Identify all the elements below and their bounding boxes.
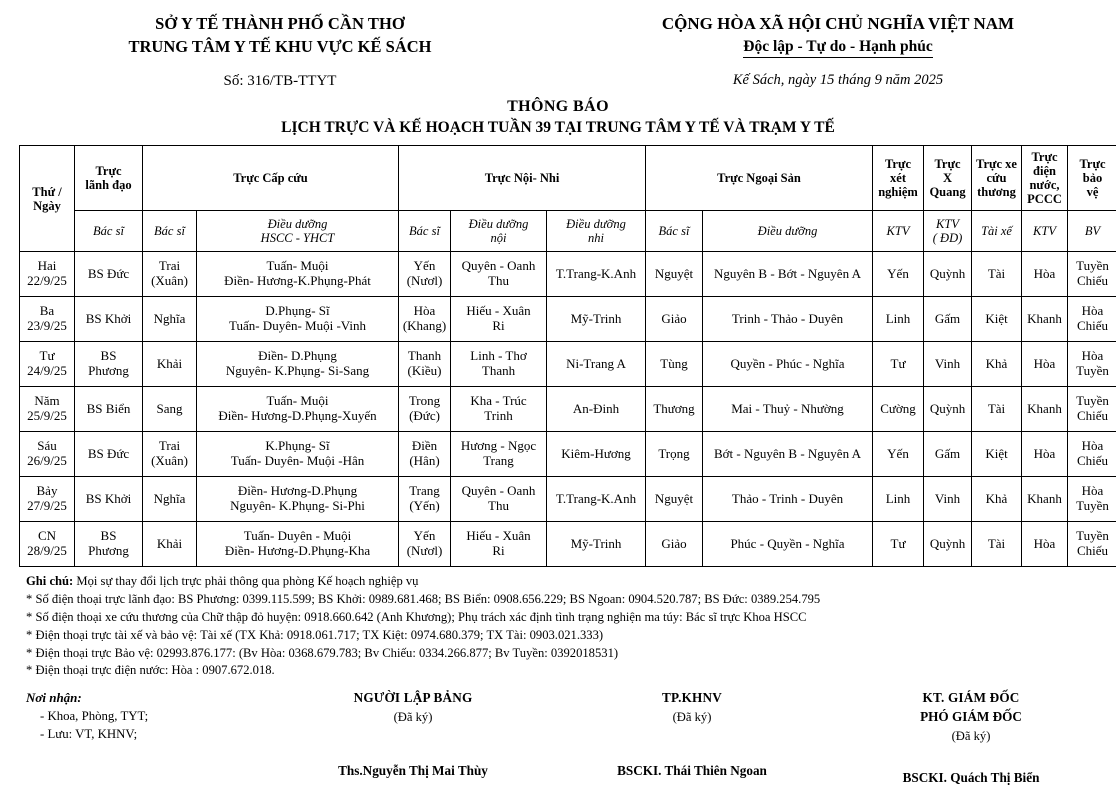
cell-internal-doctor: Thanh (Kiều) (399, 342, 451, 387)
th-leader-group: Trực lãnh đạo (75, 146, 143, 211)
document-subject-title: LỊCH TRỰC VÀ KẾ HOẠCH TUẦN 39 TẠI TRUNG TÂM Y TẾ VÀ TRẠM Y TẾ (0, 119, 1116, 137)
cell-internal-nurse: Hương - Ngọc Trang (451, 432, 547, 477)
cell-internal-nurse: Hiếu - Xuân Ri (451, 522, 547, 567)
table-row (20, 342, 1116, 387)
cell-day-date: CN 28/9/25 (20, 522, 75, 567)
cell-lab: Cường (873, 387, 924, 432)
th-lab-role: KTV (873, 211, 924, 252)
cell-surgery-nurse: Phúc - Quyền - Nghĩa (703, 522, 873, 567)
cell-day-date: Tư 24/9/25 (20, 342, 75, 387)
cell-surgery-doctor: Thương (646, 387, 703, 432)
receivers-title: Nơi nhận: (26, 690, 268, 706)
cell-pediatric-nurse: Kiêm-Hương (547, 432, 646, 477)
note-intro-line (26, 573, 1116, 591)
schedule-table-wrapper (19, 145, 1097, 567)
cell-security: Tuyền Chiếu (1068, 387, 1116, 432)
cell-surgery-nurse: Quyền - Phúc - Nghĩa (703, 342, 873, 387)
receiver-item: - Khoa, Phòng, TYT; (26, 709, 268, 724)
cell-pediatric-nurse: T.Trang-K.Anh (547, 252, 646, 297)
cell-leader: BS Khởi (75, 477, 143, 522)
cell-surgery-nurse: Nguyên B - Bớt - Nguyên A (703, 252, 873, 297)
cell-internal-doctor: Điền (Hân) (399, 432, 451, 477)
cell-internal-nurse: Linh - Thơ Thanh (451, 342, 547, 387)
cell-pediatric-nurse: T.Trang-K.Anh (547, 477, 646, 522)
cell-lab: Yến (873, 252, 924, 297)
th-pediatric-nurse: Điều dưỡng nhi (547, 211, 646, 252)
document-number: Số: 316/TB-TTYT (0, 73, 560, 90)
cell-day-date: Ba 23/9/25 (20, 297, 75, 342)
cell-leader: BS Phương (75, 522, 143, 567)
cell-pediatric-nurse: Mỹ-Trinh (547, 522, 646, 567)
th-emergency-group: Trực Cấp cứu (143, 146, 399, 211)
cell-surgery-doctor: Giảo (646, 297, 703, 342)
cell-ambulance: Khả (972, 342, 1022, 387)
th-ambulance-group: Trực xe cứu thương (972, 146, 1022, 211)
cell-emergency-doctor: Nghĩa (143, 297, 197, 342)
receivers-block (0, 690, 268, 786)
cell-surgery-nurse: Bớt - Nguyên B - Nguyên A (703, 432, 873, 477)
department-name: BSCKI. Thái Thiên Ngoan (558, 763, 826, 779)
cell-ambulance: Tài (972, 252, 1022, 297)
cell-pediatric-nurse: An-Đinh (547, 387, 646, 432)
department-role: TP.KHNV (558, 690, 826, 706)
table-header-group-row (20, 146, 1116, 211)
cell-security: Tuyền Chiếu (1068, 252, 1116, 297)
department-signature-block (558, 690, 826, 786)
th-emergency-nurse: Điều dưỡng HSCC - YHCT (197, 211, 399, 252)
th-surgery-doctor: Bác sĩ (646, 211, 703, 252)
cell-xray: Vinh (924, 477, 972, 522)
place-and-date: Kế Sách, ngày 15 tháng 9 năm 2025 (560, 72, 1116, 89)
cell-day-date: Bảy 27/9/25 (20, 477, 75, 522)
cell-internal-nurse: Hiếu - Xuân Ri (451, 297, 547, 342)
cell-internal-nurse: Kha - Trúc Trinh (451, 387, 547, 432)
cell-lab: Tư (873, 522, 924, 567)
national-heading: CỘNG HÒA XÃ HỘI CHỦ NGHĨA VIỆT NAM (560, 14, 1116, 34)
cell-internal-nurse: Quyên - Oanh Thu (451, 477, 547, 522)
table-row (20, 522, 1116, 567)
cell-leader: BS Biển (75, 387, 143, 432)
maker-signed-mark: (Đã ký) (268, 710, 558, 725)
cell-surgery-doctor: Tùng (646, 342, 703, 387)
cell-ambulance: Kiệt (972, 432, 1022, 477)
cell-utilities: Hòa (1022, 432, 1068, 477)
notes-lines (26, 591, 1116, 680)
cell-security: Hòa Tuyền (1068, 342, 1116, 387)
cell-ambulance: Tài (972, 387, 1022, 432)
cell-leader: BS Đức (75, 252, 143, 297)
maker-role: NGƯỜI LẬP BẢNG (268, 690, 558, 706)
cell-leader: BS Phương (75, 342, 143, 387)
cell-internal-doctor: Yến (Nươl) (399, 252, 451, 297)
cell-security: Hòa Chiếu (1068, 297, 1116, 342)
cell-emergency-nurse: Tuấn- Muội Điền- Hương-K.Phụng-Phát (197, 252, 399, 297)
th-surgery-ob-group: Trực Ngoại Sản (646, 146, 873, 211)
cell-surgery-nurse: Trinh - Thảo - Duyên (703, 297, 873, 342)
director-name: BSCKI. Quách Thị Biển (826, 770, 1116, 786)
table-row (20, 297, 1116, 342)
table-row (20, 252, 1116, 297)
cell-day-date: Năm 25/9/25 (20, 387, 75, 432)
cell-utilities: Khanh (1022, 477, 1068, 522)
th-ambulance-role: Tài xế (972, 211, 1022, 252)
th-leader-doctor: Bác sĩ (75, 211, 143, 252)
cell-lab: Linh (873, 477, 924, 522)
th-utilities-group: Trực điện nước, PCCC (1022, 146, 1068, 211)
director-role-secondary: PHÓ GIÁM ĐỐC (826, 709, 1116, 725)
cell-internal-doctor: Trang (Yến) (399, 477, 451, 522)
cell-xray: Vinh (924, 342, 972, 387)
department-signed-mark: (Đã ký) (558, 710, 826, 725)
note-line: * Số điện thoại xe cứu thương của Chữ thập đỏ huyện: 0918.660.642 (Anh Khương); Phụ trách xác định tình trạng nghiện ma túy: Bác sĩ trực Khoa HSCC (26, 609, 1116, 627)
duty-schedule-table (19, 145, 1116, 567)
cell-utilities: Khanh (1022, 387, 1068, 432)
signature-section (0, 690, 1116, 786)
cell-xray: Quỳnh (924, 522, 972, 567)
th-internal-nurse: Điều dưỡng nội (451, 211, 547, 252)
director-signed-mark: (Đã ký) (826, 729, 1116, 744)
th-xray-group: Trực X Quang (924, 146, 972, 211)
letterhead-right (560, 14, 1116, 90)
table-row (20, 432, 1116, 477)
cell-emergency-nurse: D.Phụng- Sĩ Tuấn- Duyên- Muội -Vinh (197, 297, 399, 342)
th-internal-doctor: Bác sĩ (399, 211, 451, 252)
cell-surgery-doctor: Giảo (646, 522, 703, 567)
cell-internal-nurse: Quyên - Oanh Thu (451, 252, 547, 297)
cell-internal-doctor: Trong (Đức) (399, 387, 451, 432)
th-security-role: BV (1068, 211, 1116, 252)
cell-ambulance: Khả (972, 477, 1022, 522)
cell-day-date: Hai 22/9/25 (20, 252, 75, 297)
cell-surgery-doctor: Nguyệt (646, 477, 703, 522)
th-lab-group: Trực xét nghiệm (873, 146, 924, 211)
cell-internal-doctor: Hòa (Khang) (399, 297, 451, 342)
cell-surgery-nurse: Mai - Thuỷ - Nhường (703, 387, 873, 432)
cell-emergency-doctor: Sang (143, 387, 197, 432)
table-body (20, 252, 1116, 567)
cell-surgery-doctor: Trọng (646, 432, 703, 477)
receiver-item: - Lưu: VT, KHNV; (26, 727, 268, 742)
th-emergency-doctor: Bác sĩ (143, 211, 197, 252)
cell-emergency-doctor: Nghĩa (143, 477, 197, 522)
table-header-sub-row (20, 211, 1116, 252)
note-line: * Điện thoại trực tài xế và bảo vệ: Tài xế (TX Khả: 0918.061.717; TX Kiệt: 0974.680.379; TX Tài: 0903.021.333) (26, 627, 1116, 645)
cell-emergency-doctor: Trai (Xuân) (143, 432, 197, 477)
note-line: * Số điện thoại trực lãnh đạo: BS Phương: 0399.115.599; BS Khởi: 0989.681.468; BS Biển: 0908.656.229; BS Ngoan: 0904.520.787; BS Đức: 0389.254.795 (26, 591, 1116, 609)
cell-emergency-nurse: Điền- D.Phụng Nguyên- K.Phụng- Si-Sang (197, 342, 399, 387)
cell-lab: Yến (873, 432, 924, 477)
title-block (0, 98, 1116, 137)
cell-security: Hòa Chiếu (1068, 432, 1116, 477)
cell-xray: Quỳnh (924, 387, 972, 432)
cell-day-date: Sáu 26/9/25 (20, 432, 75, 477)
note-line: * Điện thoại trực điện nước: Hòa : 0907.672.018. (26, 662, 1116, 680)
letterhead (0, 0, 1116, 90)
notes-section (26, 573, 1116, 680)
cell-internal-doctor: Yến (Nươl) (399, 522, 451, 567)
cell-ambulance: Kiệt (972, 297, 1022, 342)
cell-lab: Linh (873, 297, 924, 342)
cell-emergency-doctor: Khải (143, 522, 197, 567)
director-signature-block (826, 690, 1116, 786)
cell-emergency-nurse: Tuấn- Muội Điền- Hương-D.Phụng-Xuyến (197, 387, 399, 432)
cell-emergency-doctor: Trai (Xuân) (143, 252, 197, 297)
cell-utilities: Khanh (1022, 297, 1068, 342)
letterhead-left (0, 14, 560, 90)
cell-surgery-doctor: Nguyệt (646, 252, 703, 297)
maker-name: Ths.Nguyễn Thị Mai Thùy (268, 763, 558, 779)
cell-pediatric-nurse: Mỹ-Trinh (547, 297, 646, 342)
th-day-date: Thứ / Ngày (20, 146, 75, 252)
th-utilities-role: KTV (1022, 211, 1068, 252)
cell-pediatric-nurse: Ni-Trang A (547, 342, 646, 387)
director-role: KT. GIÁM ĐỐC (826, 690, 1116, 706)
cell-leader: BS Khởi (75, 297, 143, 342)
cell-utilities: Hòa (1022, 522, 1068, 567)
cell-leader: BS Đức (75, 432, 143, 477)
cell-utilities: Hòa (1022, 252, 1068, 297)
cell-xray: Gấm (924, 432, 972, 477)
table-header (20, 146, 1116, 252)
cell-emergency-nurse: Tuấn- Duyên - Muội Điền- Hương-D.Phụng-Kha (197, 522, 399, 567)
note-line: * Điện thoại trực Bảo vệ: 02993.876.177: (Bv Hòa: 0368.679.783; Bv Chiếu: 0334.266.877; Bv Tuyền: 0392018531) (26, 645, 1116, 663)
national-motto: Độc lập - Tự do - Hạnh phúc (743, 38, 932, 58)
cell-emergency-nurse: Điền- Hương-D.Phụng Nguyên- K.Phụng- Si-Phi (197, 477, 399, 522)
organization-name: TRUNG TÂM Y TẾ KHU VỰC KẾ SÁCH (0, 37, 560, 57)
cell-utilities: Hòa (1022, 342, 1068, 387)
cell-security: Hòa Tuyền (1068, 477, 1116, 522)
cell-surgery-nurse: Thảo - Trinh - Duyên (703, 477, 873, 522)
organization-parent: SỞ Y TẾ THÀNH PHỐ CẦN THƠ (0, 14, 560, 34)
cell-xray: Gấm (924, 297, 972, 342)
cell-xray: Quỳnh (924, 252, 972, 297)
th-surgery-nurse: Điều dưỡng (703, 211, 873, 252)
notes-intro: Mọi sự thay đổi lịch trực phải thông qua phòng Kế hoạch nghiệp vụ (73, 574, 418, 588)
maker-signature-block (268, 690, 558, 786)
notes-label: Ghi chú: (26, 574, 73, 588)
cell-security: Tuyền Chiếu (1068, 522, 1116, 567)
th-security-group: Trực bảo vệ (1068, 146, 1116, 211)
table-row (20, 387, 1116, 432)
document-type-title: THÔNG BÁO (0, 98, 1116, 116)
cell-lab: Tư (873, 342, 924, 387)
th-xray-role: KTV ( ĐD) (924, 211, 972, 252)
cell-emergency-doctor: Khải (143, 342, 197, 387)
th-internal-peds-group: Trực Nội- Nhi (399, 146, 646, 211)
cell-emergency-nurse: K.Phụng- Sĩ Tuấn- Duyên- Muội -Hân (197, 432, 399, 477)
table-row (20, 477, 1116, 522)
cell-ambulance: Tài (972, 522, 1022, 567)
